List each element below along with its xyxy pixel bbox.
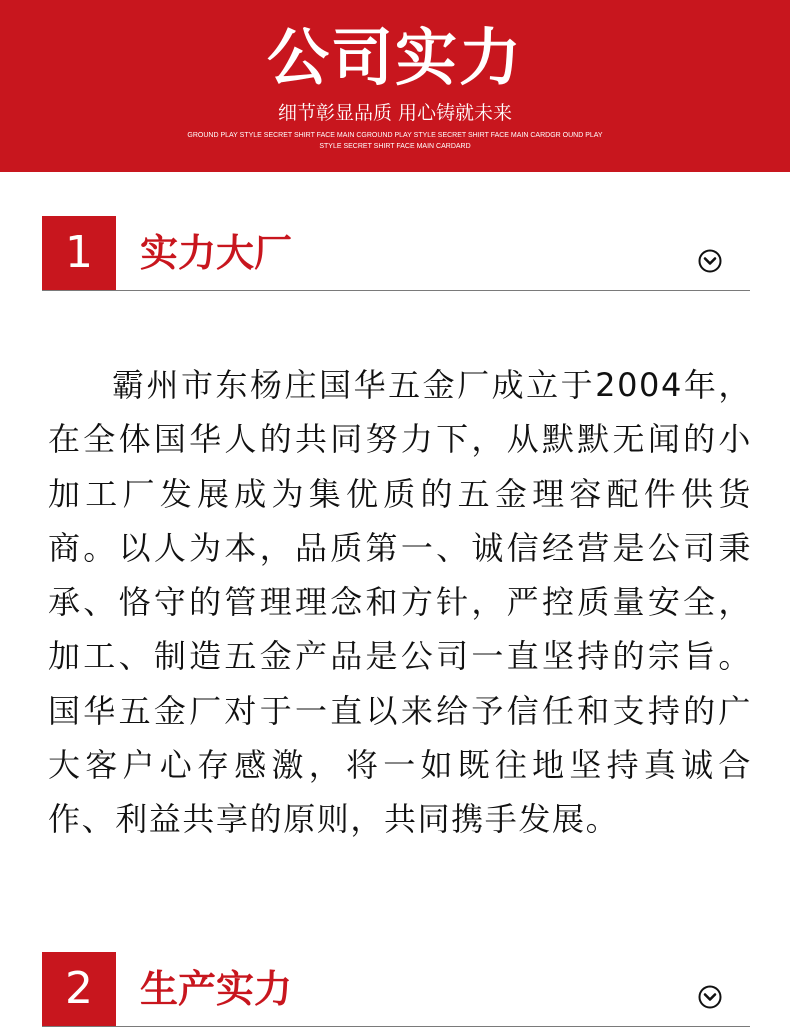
- page-subtitle: 细节彰显品质 用心铸就未来: [277, 102, 513, 124]
- section-header-2[interactable]: [42, 952, 750, 1027]
- section-number-badge: 1: [42, 216, 116, 290]
- section-number-badge: 2: [42, 952, 116, 1026]
- section-header-1[interactable]: [42, 216, 750, 291]
- section-title: 实力大厂: [140, 231, 293, 275]
- section-body-text: 霸州市东杨庄国华五金厂成立于2004年，在全体国华人的共同努力下，从默默无闻的小加工厂发展成为集优质的五金理容配件供货商。以人为本，品质第一、诚信经营是公司秉承、恪守的管理理念和方针，严控质量安全，加工、制造五金产品是公司一直坚持的宗旨。国华五金厂对于一直以来给予信任和支持的广大客户心存感激，将一如既往地坚持真诚合作、利益共享的原则，共同携手发展。: [48, 366, 752, 839]
- chevron-down-circle-icon[interactable]: [698, 249, 722, 273]
- section-title: 生产实力: [140, 967, 293, 1011]
- page-title: 公司实力: [266, 21, 523, 94]
- header-banner: [0, 0, 790, 172]
- chevron-down-circle-icon[interactable]: [698, 985, 722, 1009]
- decorative-tagline: GROUND PLAY STYLE SECRET SHIRT FACE MAIN CGROUND PLAY STYLE SECRET SHIRT FACE MAIN CARDGR OUND PLAY STYLE SECRET SHIRT FACE MAIN CARDARD: [187, 132, 603, 150]
